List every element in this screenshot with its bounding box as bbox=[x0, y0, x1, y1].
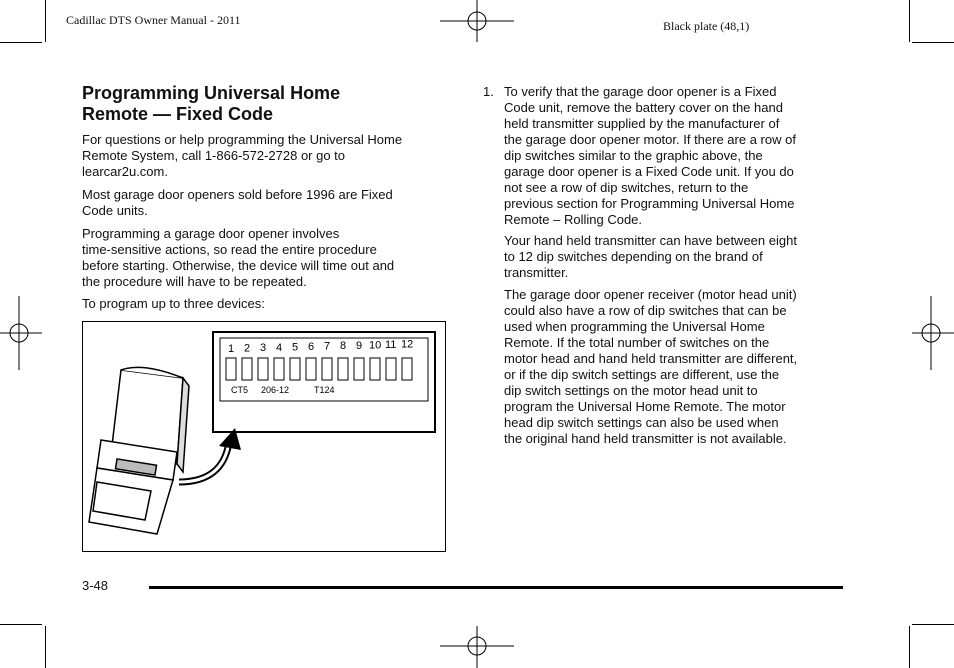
text-line: To verify that the garage door opener is a Fixed bbox=[504, 84, 777, 99]
text-line: the procedure will have to be repeated. bbox=[82, 274, 307, 289]
switch-number: 10 bbox=[369, 339, 382, 352]
registration-mark-right bbox=[912, 296, 954, 370]
text-line: time-sensitive actions, so read the entire procedure bbox=[82, 242, 377, 257]
text-line: head dip switch settings can also be used when bbox=[504, 415, 779, 430]
switch-number: 6 bbox=[308, 341, 315, 353]
label-ct5: CT5 bbox=[231, 385, 249, 395]
paragraph-contact bbox=[82, 132, 447, 180]
text-line: program the Universal Home Remote. The motor bbox=[504, 399, 786, 414]
switch-number: 5 bbox=[292, 341, 299, 354]
switch-number: 11 bbox=[385, 339, 397, 351]
step-1-number: 1. bbox=[483, 84, 494, 99]
text-line: held transmitter supplied by the manufacturer of bbox=[504, 116, 780, 131]
remote-icon bbox=[89, 367, 189, 534]
text-line: To program up to three devices: bbox=[82, 296, 265, 311]
switch-number: 9 bbox=[356, 339, 363, 352]
paragraph-time-sensitive bbox=[82, 226, 447, 290]
plate-label: Black plate (48,1) bbox=[663, 19, 750, 33]
section-title bbox=[82, 83, 442, 125]
crop-mark bbox=[0, 42, 42, 43]
dip-switch bbox=[306, 358, 316, 380]
switch-number: 12 bbox=[401, 338, 414, 351]
step-1-text bbox=[504, 84, 849, 228]
dip-switch bbox=[322, 358, 332, 380]
text-line: or if the dip switch settings are different, use the bbox=[504, 367, 780, 382]
section-title-line1: Programming Universal Home bbox=[82, 83, 341, 103]
text-line: Programming a garage door opener involves bbox=[82, 226, 340, 241]
crop-mark bbox=[909, 626, 910, 668]
switch-number: 2 bbox=[244, 342, 251, 355]
text-line: Remote – Rolling Code. bbox=[504, 212, 643, 227]
transmitter-illustration bbox=[83, 322, 445, 551]
switch-number: 4 bbox=[276, 341, 283, 354]
crop-mark bbox=[912, 624, 954, 625]
text-line: to 12 dip switches depending on the brand of bbox=[504, 249, 763, 264]
crop-mark bbox=[0, 624, 42, 625]
dip-switch bbox=[370, 358, 380, 380]
switch-number: 1 bbox=[228, 343, 235, 355]
registration-mark-left bbox=[0, 296, 42, 370]
dip-switch bbox=[226, 358, 236, 380]
text-line: learcar2u.com. bbox=[82, 164, 168, 179]
dip-switch bbox=[386, 358, 396, 380]
paragraph-fixed-code-note bbox=[82, 187, 447, 219]
text-line: transmitter. bbox=[504, 265, 569, 280]
text-line: Code units. bbox=[82, 203, 148, 218]
paragraph-dip-count bbox=[504, 233, 849, 281]
switch-number: 7 bbox=[324, 340, 331, 353]
dip-switch bbox=[402, 358, 412, 380]
text-line: Most garage door openers sold before 1996 are Fixed bbox=[82, 187, 393, 202]
dip-switch bbox=[274, 358, 284, 380]
dip-switch bbox=[354, 358, 364, 380]
dip-switch bbox=[258, 358, 268, 380]
page-number: 3-48 bbox=[82, 578, 109, 593]
registration-mark-bottom bbox=[440, 626, 514, 668]
paragraph-receiver bbox=[504, 287, 849, 447]
label-t: T124 bbox=[314, 385, 335, 395]
text-line: dip switch settings on the motor head unit to bbox=[504, 383, 758, 398]
text-line: Your hand held transmitter can have between eight bbox=[504, 233, 797, 248]
text-line: previous section for Programming Universal Home bbox=[504, 196, 795, 211]
text-line: garage door opener is a Fixed Code unit. If you do bbox=[504, 164, 794, 179]
text-line: The garage door opener receiver (motor head unit) bbox=[504, 287, 797, 302]
label-code: 206-12 bbox=[261, 385, 290, 395]
text-line: the garage door opener motor. If there are a row of bbox=[504, 132, 796, 147]
dip-switch bbox=[338, 358, 348, 380]
crop-mark bbox=[912, 42, 954, 43]
text-line: Code unit, remove the battery cover on the hand bbox=[504, 100, 783, 115]
text-line: before starting. Otherwise, the device will time out and bbox=[82, 258, 395, 273]
text-line: not see a row of dip switches, return to the bbox=[504, 180, 749, 195]
crop-mark bbox=[45, 626, 46, 668]
text-line: used when programming the Universal Home bbox=[504, 319, 765, 334]
section-title-line2: Remote — Fixed Code bbox=[82, 104, 274, 124]
paragraph-program-devices bbox=[82, 296, 447, 312]
text-line: dip switches similar to the graphic above, the bbox=[504, 148, 763, 163]
text-line: Remote System, call 1-866-572-2728 or go to bbox=[82, 148, 346, 163]
crop-mark bbox=[45, 0, 46, 42]
text-line: motor head and hand held transmitter are different, bbox=[504, 351, 798, 366]
text-line: could also have a row of dip switches that can be bbox=[504, 303, 787, 318]
registration-mark-top bbox=[440, 0, 514, 42]
dip-switch bbox=[290, 358, 300, 380]
manual-title: Cadillac DTS Owner Manual - 2011 bbox=[66, 13, 241, 27]
text-line: For questions or help programming the Universal Home bbox=[82, 132, 403, 147]
text-line: Remote. If the total number of switches on the bbox=[504, 335, 770, 350]
dip-switch bbox=[242, 358, 252, 380]
footer-rule bbox=[149, 586, 843, 589]
dip-switch-figure bbox=[82, 321, 446, 552]
crop-mark bbox=[909, 0, 910, 42]
switch-number: 3 bbox=[260, 342, 267, 355]
text-line: the original hand held transmitter is not available. bbox=[504, 431, 787, 446]
switch-number: 8 bbox=[340, 340, 347, 353]
